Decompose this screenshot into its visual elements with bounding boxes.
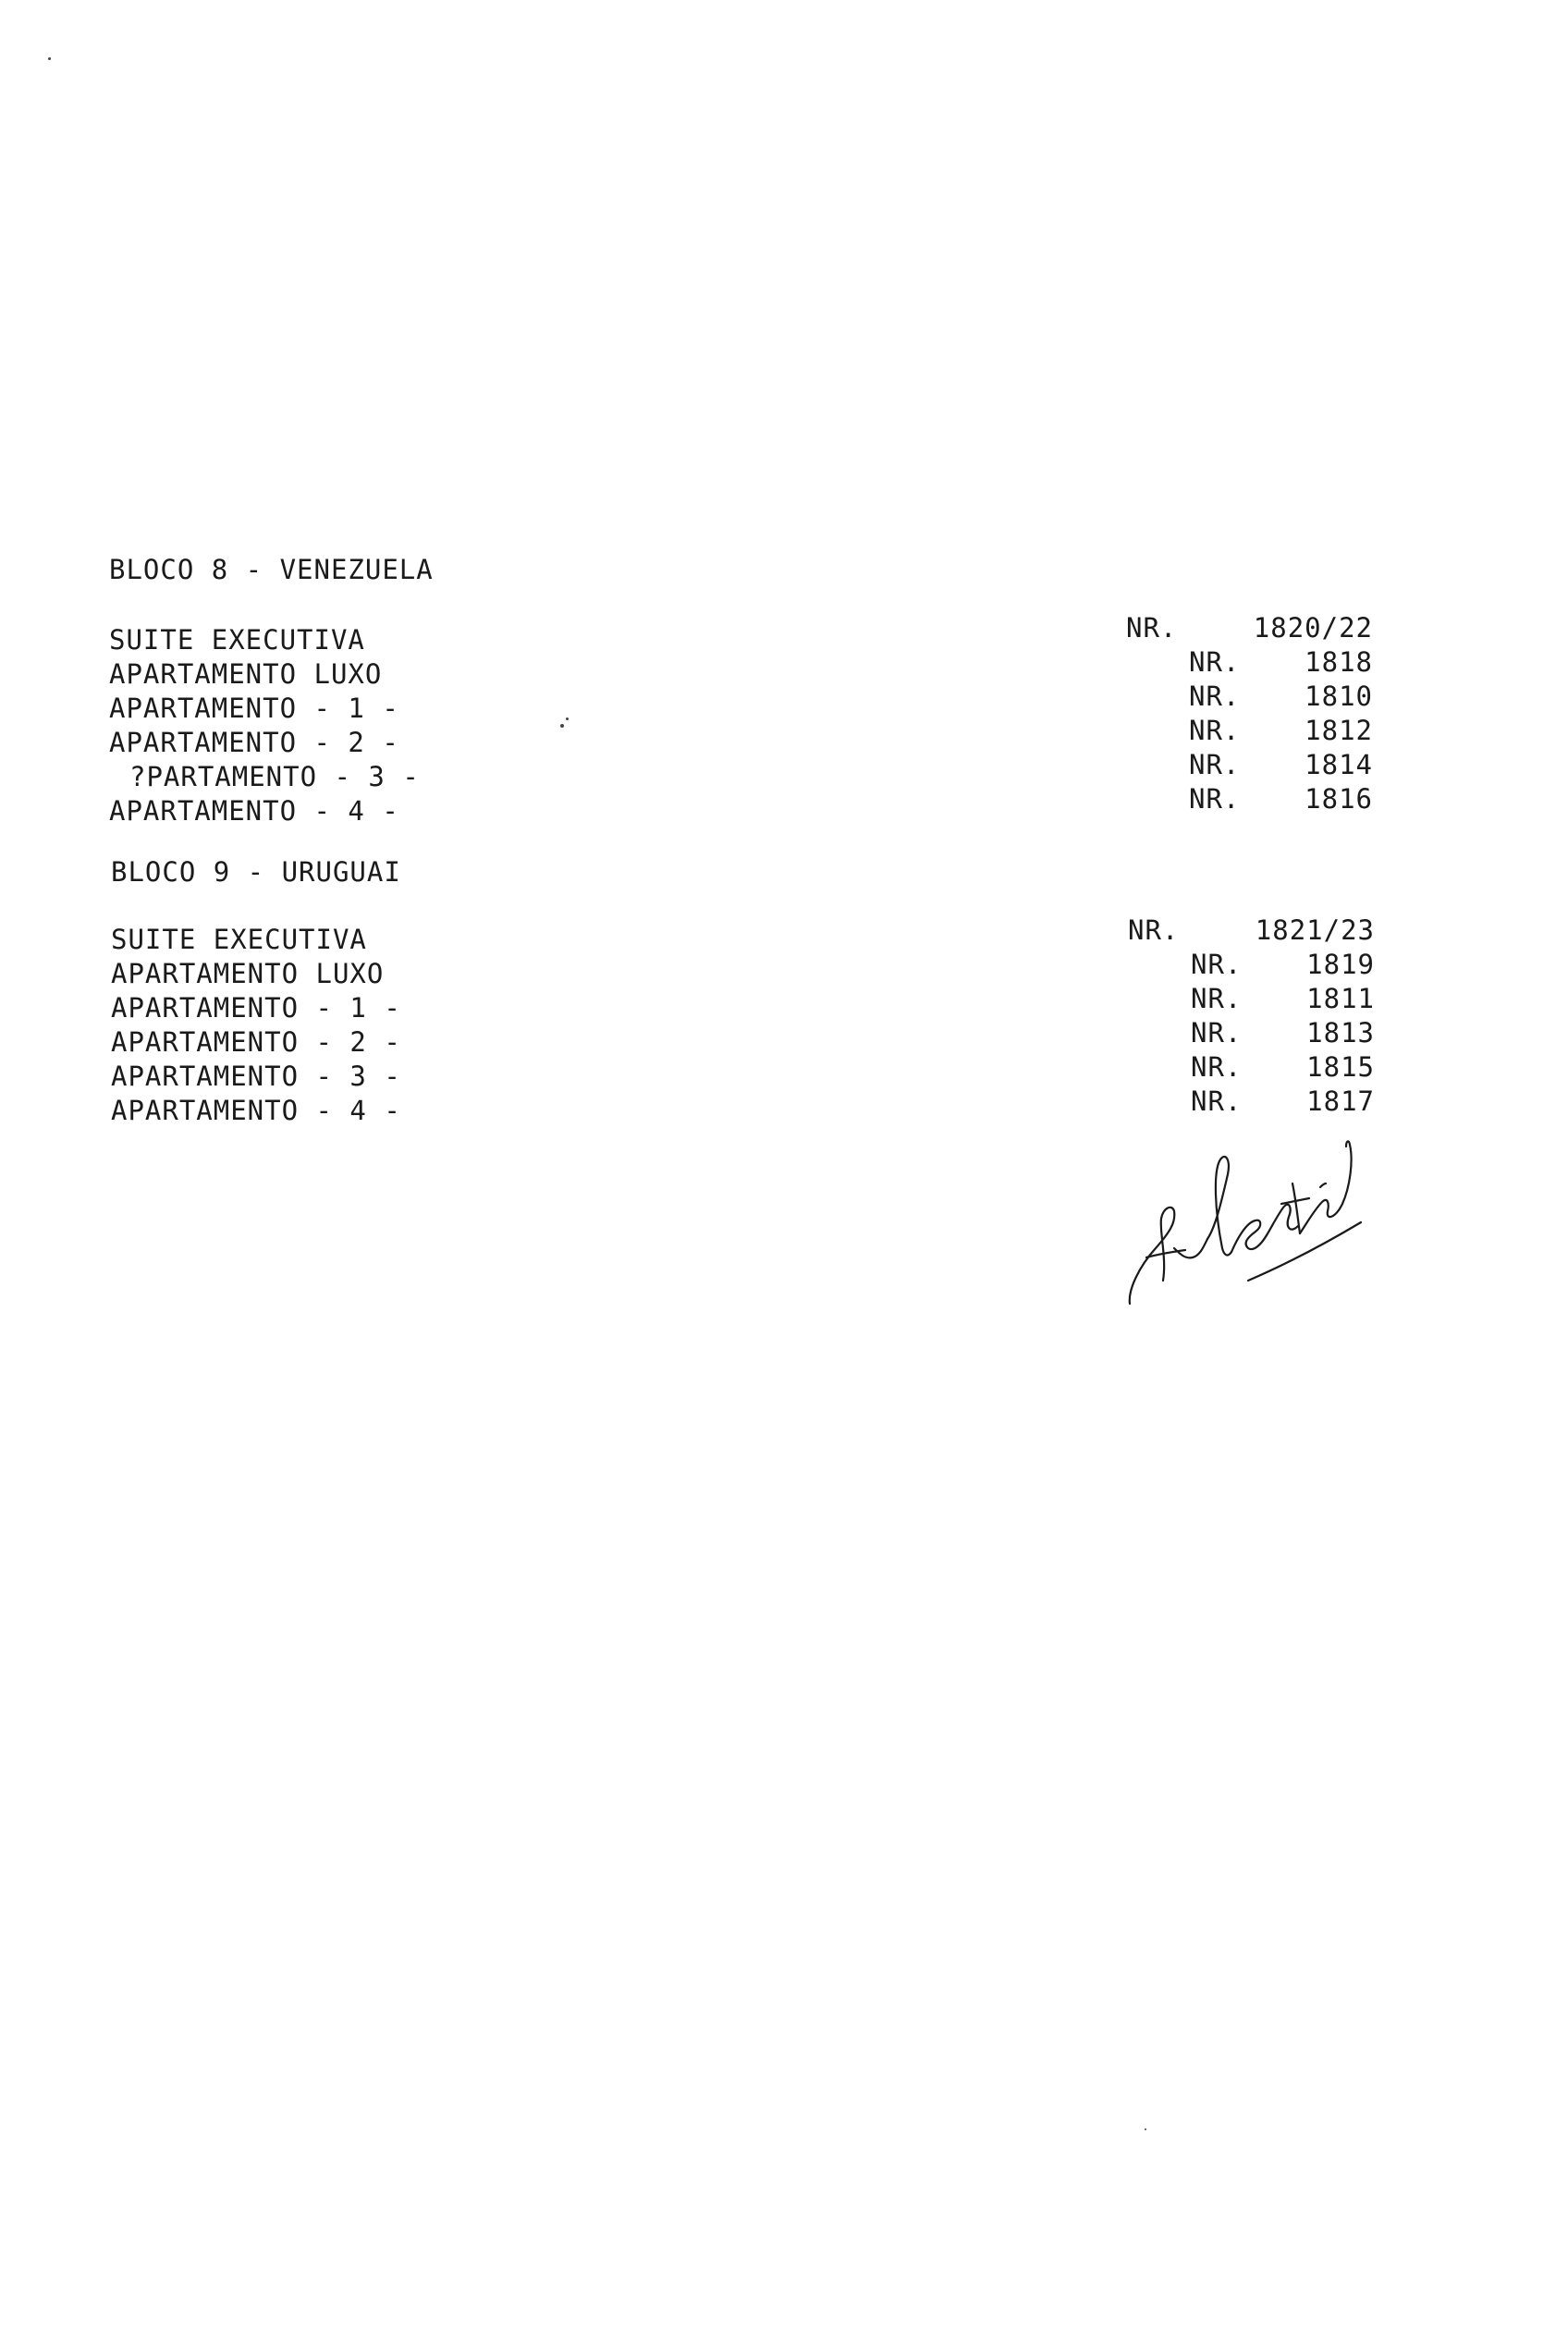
bloco8-unit-label: APARTAMENTO - 2 - [109, 727, 399, 758]
bloco9-unit-label: APARTAMENTO - 4 - [111, 1095, 401, 1126]
bloco8-nr-label: NR. [1189, 749, 1241, 780]
scan-speck [48, 57, 51, 60]
bloco9-nr-label: NR. [1191, 983, 1243, 1014]
bloco8-unit-label: ?PARTAMENTO - 3 - [129, 761, 420, 792]
bloco9-nr-value: 1817 [1306, 1085, 1375, 1117]
bloco8-nr-label: NR. [1126, 612, 1178, 644]
bloco8-nr-label: NR. [1189, 646, 1241, 678]
bloco9-nr-label: NR. [1128, 914, 1180, 946]
bloco9-nr-label: NR. [1191, 949, 1243, 980]
scan-speck [1145, 2128, 1146, 2130]
bloco9-nr-value: 1821/23 [1255, 914, 1375, 946]
bloco9-unit-label: APARTAMENTO LUXO [111, 958, 385, 989]
bloco8-nr-value: 1818 [1305, 646, 1373, 678]
bloco9-nr-label: NR. [1191, 1051, 1243, 1083]
bloco9-unit-label: APARTAMENTO - 1 - [111, 992, 401, 1024]
bloco9-nr-label: NR. [1191, 1017, 1243, 1048]
bloco9-nr-label: NR. [1191, 1085, 1243, 1117]
bloco9-nr-value: 1819 [1306, 949, 1375, 980]
bloco9-nr-value: 1813 [1306, 1017, 1375, 1048]
bloco9-heading: BLOCO 9 - URUGUAI [111, 856, 401, 888]
bloco8-nr-label: NR. [1189, 681, 1241, 712]
bloco8-nr-value: 1810 [1305, 681, 1373, 712]
bloco8-unit-label: APARTAMENTO - 4 - [109, 795, 399, 827]
bloco9-unit-label: APARTAMENTO - 2 - [111, 1026, 401, 1058]
scan-speck [560, 724, 564, 728]
handwritten-signature [1119, 1119, 1415, 1322]
bloco9-nr-value: 1811 [1306, 983, 1375, 1014]
bloco9-nr-value: 1815 [1306, 1051, 1375, 1083]
bloco8-unit-label: APARTAMENTO LUXO [109, 658, 383, 690]
bloco9-unit-label: APARTAMENTO - 3 - [111, 1061, 401, 1092]
bloco8-nr-label: NR. [1189, 715, 1241, 746]
bloco8-nr-value: 1820/22 [1253, 612, 1373, 644]
bloco8-nr-value: 1812 [1305, 715, 1373, 746]
scan-speck [566, 717, 569, 720]
bloco8-nr-value: 1816 [1305, 783, 1373, 815]
bloco8-nr-value: 1814 [1305, 749, 1373, 780]
bloco9-unit-label: SUITE EXECUTIVA [111, 924, 367, 955]
bloco8-unit-label: SUITE EXECUTIVA [109, 624, 365, 656]
bloco8-nr-label: NR. [1189, 783, 1241, 815]
bloco8-unit-label: APARTAMENTO - 1 - [109, 693, 399, 724]
bloco8-heading: BLOCO 8 - VENEZUELA [109, 554, 434, 585]
